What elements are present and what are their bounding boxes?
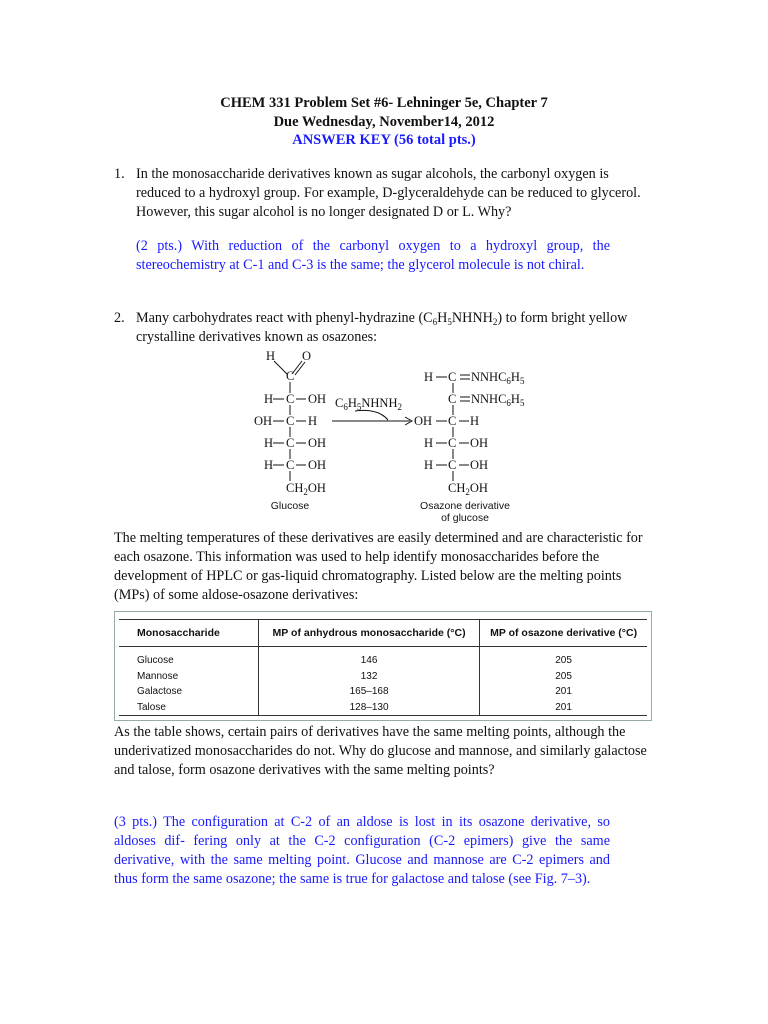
answer-key-heading: ANSWER KEY (56 total pts.) [292, 132, 476, 148]
table-cell: 205 [480, 647, 647, 669]
answer-1: (2 pts.) With reduction of the carbonyl oxygen to a hydroxyl group, the stereochemistry at C-1 and C-3 is the same; the glycerol molecule is not chiral. [136, 238, 610, 273]
column-header: Monosaccharide [119, 620, 258, 647]
table-cell: Mannose [137, 670, 179, 682]
doc-title: CHEM 331 Problem Set #6- Lehninger 5e, Chapter 7 [220, 95, 548, 111]
melting-point-table-frame [114, 611, 652, 721]
table-cell: Glucose [137, 655, 174, 667]
question-text: In the monosaccharide derivatives known as sugar alcohols, the carbonyl oxygen is reduced to a hydroxyl group. For example, D-glyceraldehyde can be reduced to glycerol. However, this sugar alcohol is no longer designated D or L. Why? [136, 166, 641, 220]
table-header-row [119, 620, 647, 647]
answer-2: (3 pts.) The configuration at C-2 of an aldose is lost in its osazone derivative, so aldoses dif- fering only at the C-2 configuration (C-2 epimers) give the same derivative, with the same melting point. Glucose and mannose are C-2 epimers and thus form the same osazone; the same is true for galactose and talose (see Fig. 7–3). [114, 814, 610, 887]
table-row [119, 684, 647, 700]
table-cell: 146 [258, 647, 479, 669]
reagent-label: $C_6H_5NHNH_2$ [335, 396, 402, 412]
column-header: MP of osazone derivative (°C) [480, 620, 647, 647]
table-cell: Galactose [137, 686, 183, 698]
osazone-label-2: of glucose [441, 512, 489, 524]
osazone-label: Osazone derivative [420, 500, 510, 512]
question-paragraph: As the table shows, certain pairs of derivatives have the same melting points, although the underivatized monosaccharides do not. Why do glucose and mannose, and similarly galactose and talose, form osazone derivatives with the same melting points? [114, 724, 647, 778]
table-cell: 201 [480, 700, 647, 716]
table-row [119, 669, 647, 685]
melting-point-table [119, 619, 647, 716]
table-cell: 132 [258, 669, 479, 685]
table-cell: 205 [480, 669, 647, 685]
question-number: 1. [114, 166, 125, 182]
table-cell: 201 [480, 684, 647, 700]
melting-paragraph: The melting temperatures of these derivatives are easily determined and are characteristic for each osazone. This information was used to help identify monosaccharides before the development of HPLC or gas-liquid chromatography. Listed below are the melting points (MPs) of some aldose-osazone derivatives: [114, 530, 643, 603]
osazone-reaction-figure: H O C H C OH OH C H H C OH H C OH $CH_2OH$ $C_6H_5NHNH_2$ H C $NNHC_6H_5$ C $NNHC_6H_5$ OH C H H C OH H C OH $CH_2OH$ Glucose Osazone derivative of glucose [250, 346, 550, 524]
table-row [119, 700, 647, 716]
table-cell: 128–130 [258, 700, 479, 716]
question-text: Many carbohydrates react with phenyl-hydrazine $(C_6H_5NHNH_2)$ to form bright yellow crystalline derivatives known as osazones: [136, 310, 628, 345]
table-cell: 165–168 [258, 684, 479, 700]
due-date: Due Wednesday, November14, 2012 [273, 114, 495, 130]
glucose-label: Glucose [270, 500, 310, 512]
table-row [119, 647, 647, 669]
question-number: 2. [114, 310, 125, 326]
table-cell: Talose [137, 701, 166, 713]
column-header: MP of anhydrous monosaccharide (°C) [258, 620, 479, 647]
